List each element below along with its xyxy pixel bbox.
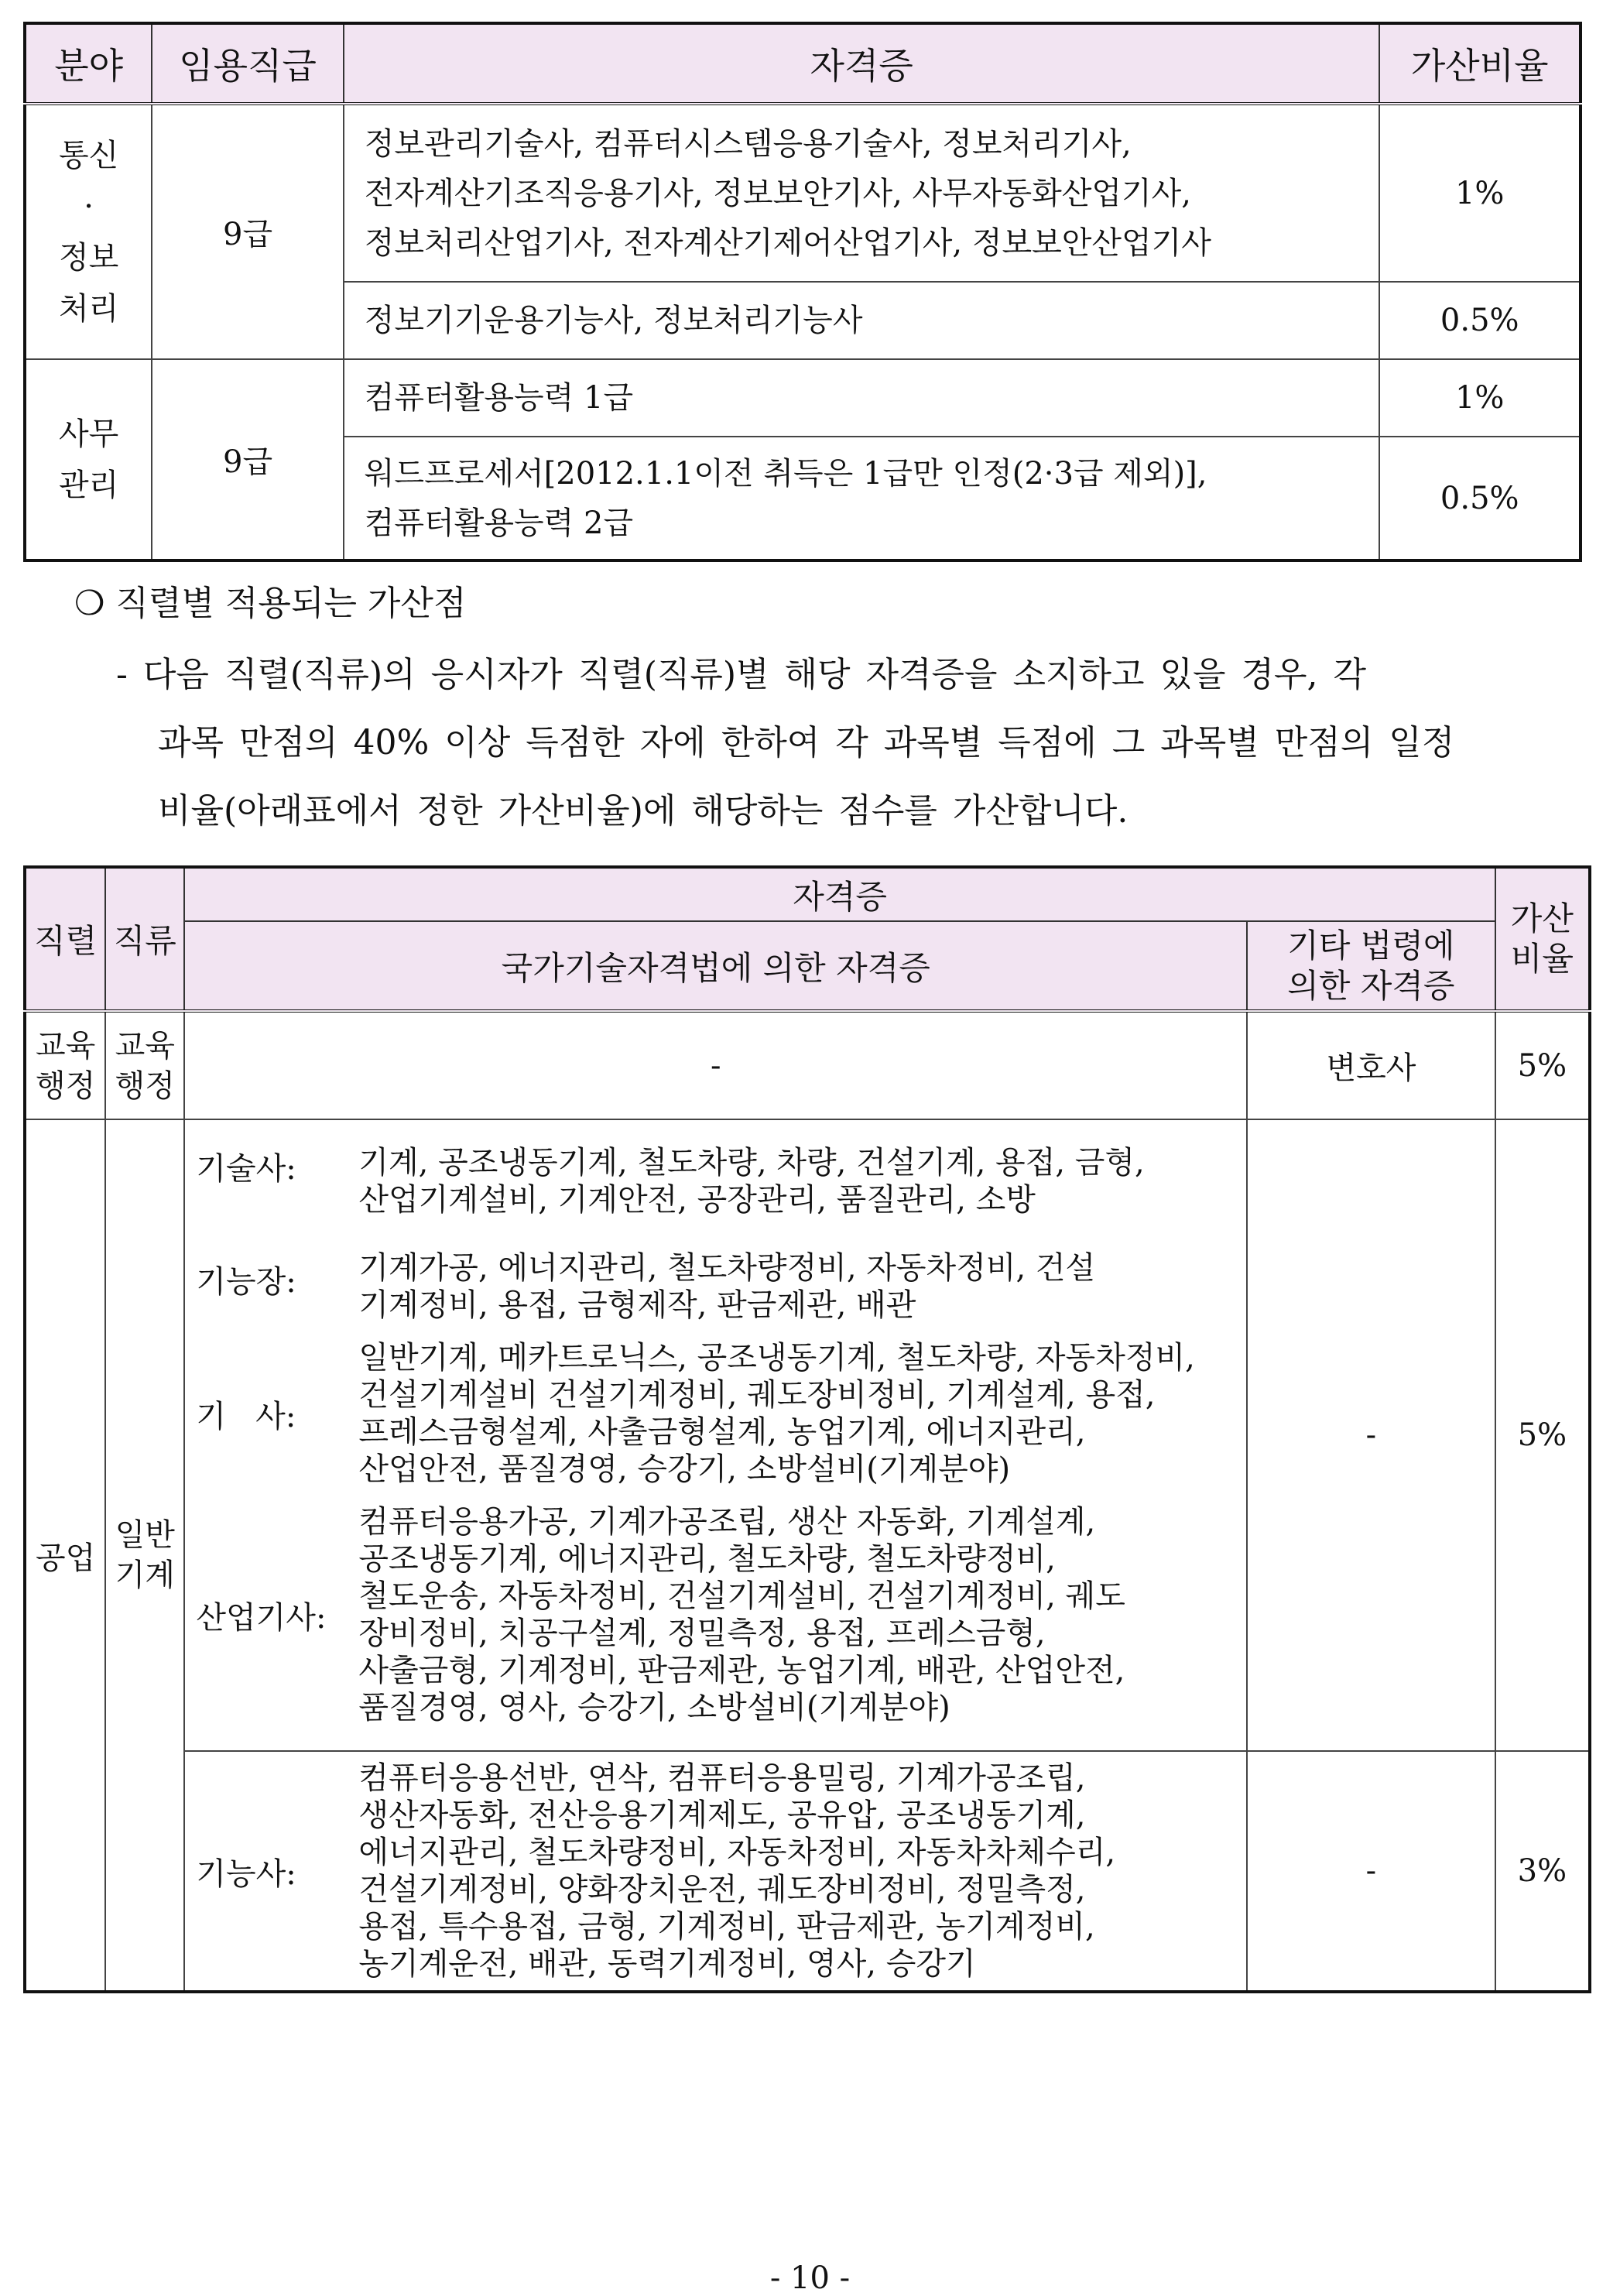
table-row: [25, 104, 1581, 282]
cert-line: 용접, 특수용접, 금형, 기계정비, 판금제관, 농기계정비,: [358, 1909, 1095, 1945]
header-grade: 임용직급: [152, 23, 343, 104]
cert-line: 건설기계설비 건설기계정비, 궤도장비정비, 기계설계, 용접,: [358, 1377, 1156, 1413]
header-other-cert: [1247, 921, 1495, 1011]
certificate-cell: [344, 437, 1380, 560]
rate-cell: 5%: [1495, 1011, 1590, 1119]
cert-list: [358, 1136, 1246, 1226]
cert-group: [185, 1226, 1246, 1331]
bullet-line: 비율(아래표에서 정한 가산비율)에 해당하는 점수를 가산합니다.: [158, 791, 1129, 831]
cert-line: 품질경영, 영사, 승강기, 소방설비(기계분야): [358, 1690, 950, 1725]
class-line: 기계: [115, 1558, 175, 1593]
cert-line: 전자계산기조직응용기사, 정보보안기사, 사무자동화산업기사,: [364, 175, 1192, 211]
table-header-row: [25, 23, 1581, 104]
header-series: 직렬: [25, 867, 105, 1011]
field-line: 처리: [59, 290, 119, 327]
cert-line: 프레스금형설계, 사출금형설계, 농업기계, 에너지관리,: [358, 1414, 1086, 1450]
bullet-line: 과목 만점의 40% 이상 득점한 자에 한하여 각 과목별 득점에 그 과목별 만점의 일정: [158, 723, 1455, 762]
table-row-education: [25, 1011, 1590, 1119]
cert-line: 공조냉동기계, 에너지관리, 철도차량, 철도차량정비,: [358, 1541, 1056, 1577]
header-rate: 가산비율: [1379, 23, 1581, 104]
cert-line: 산업기계설비, 기계안전, 공장관리, 품질관리, 소방: [358, 1182, 1036, 1218]
table-header-row: [25, 867, 1590, 921]
cert-line: 컴퓨터응용가공, 기계가공조립, 생산 자동화, 기계설계,: [358, 1504, 1096, 1540]
other-cert-cell: -: [1247, 1751, 1495, 1992]
page-number: - 10 -: [769, 2260, 851, 2296]
cert-label: 산업기사:: [196, 1599, 327, 1636]
rate-cell: 0.5%: [1379, 282, 1581, 359]
cert-group: [185, 1331, 1246, 1496]
certificate-cell: 정보기기운용기능사, 정보처리기능사: [344, 282, 1380, 359]
header-certificate: 자격증: [344, 23, 1380, 104]
cert-line: 워드프로세서[2012.1.1이전 취득은 1급만 인정(2·3급 제외)],: [364, 455, 1207, 492]
series-cell: [25, 1011, 105, 1119]
class-line: 일반: [115, 1517, 175, 1553]
table-row-industry-a: [25, 1119, 1590, 1751]
cert-line: 컴퓨터응용선반, 연삭, 컴퓨터응용밀링, 기계가공조립,: [358, 1760, 1086, 1796]
national-cert-cell: [184, 1119, 1247, 1751]
certificate-table-series: [23, 865, 1591, 1993]
grade-cell: 9급: [152, 104, 343, 359]
cert-line: 기계정비, 용접, 금형제작, 판금제관, 배관: [358, 1287, 916, 1323]
cert-list: [358, 1496, 1246, 1734]
header-national-cert: 국가기술자격법에 의한 자격증: [184, 921, 1247, 1011]
field-line: 관리: [59, 467, 119, 503]
cert-group: [185, 1136, 1246, 1226]
field-cell-office: [25, 359, 152, 560]
other-cert-cell: 변호사: [1247, 1011, 1495, 1119]
rate-cell: 1%: [1379, 359, 1581, 437]
class-cell: [105, 1011, 184, 1119]
cert-group: [185, 1752, 1246, 1990]
cert-list: [358, 1752, 1246, 1990]
grade-cell: 9급: [152, 359, 343, 560]
field-cell-telecom: [25, 104, 152, 359]
bullet-heading: ❍ 직렬별 적용되는 가산점: [74, 584, 467, 623]
other-cert-cell: -: [1247, 1119, 1495, 1751]
header-class: 직류: [105, 867, 184, 1011]
header-other-line: 기타 법령에: [1287, 926, 1455, 965]
cert-line: 기계, 공조냉동기계, 철도차량, 차량, 건설기계, 용접, 금형,: [358, 1145, 1145, 1181]
cert-label: 기 사:: [196, 1398, 296, 1434]
header-field: 분야: [25, 23, 152, 104]
national-cert-cell: -: [184, 1011, 1247, 1119]
cert-line: 농기계운전, 배관, 동력기계정비, 영사, 승강기: [358, 1946, 976, 1982]
certificate-cell: 컴퓨터활용능력 1급: [344, 359, 1380, 437]
field-line: ·: [84, 188, 94, 224]
rate-cell: 1%: [1379, 104, 1581, 282]
rate-cell: 3%: [1495, 1751, 1590, 1992]
cert-list: [358, 1226, 1246, 1331]
cert-line: 정보처리산업기사, 전자계산기제어산업기사, 정보보안산업기사: [364, 224, 1211, 261]
cert-group-list: [185, 1136, 1246, 1734]
header-rate-line: 가산: [1510, 900, 1574, 937]
national-cert-cell: [184, 1751, 1247, 1992]
rate-cell: 0.5%: [1379, 437, 1581, 560]
cert-line: 사출금형, 기계정비, 판금제관, 농업기계, 배관, 산업안전,: [358, 1653, 1125, 1688]
header-rate-line: 비율: [1510, 940, 1574, 978]
field-line: 정보: [59, 239, 119, 276]
cert-line: 철도운송, 자동차정비, 건설기계설비, 건설기계정비, 궤도: [358, 1578, 1125, 1614]
cert-line: 생산자동화, 전산응용기계제도, 공유압, 공조냉동기계,: [358, 1797, 1086, 1833]
cert-line: 기계가공, 에너지관리, 철도차량정비, 자동차정비, 건설: [358, 1250, 1096, 1286]
cert-group-list: [185, 1752, 1246, 1990]
cert-line: 일반기계, 메카트로닉스, 공조냉동기계, 철도차량, 자동차정비,: [358, 1340, 1195, 1376]
header-rate: [1495, 867, 1590, 1011]
class-line: 교육: [115, 1027, 175, 1064]
series-cell: 공업: [25, 1119, 105, 1992]
certificate-table-it: [23, 22, 1582, 562]
field-line: 사무: [59, 416, 119, 452]
cert-line: 산업안전, 품질경영, 승강기, 소방설비(기계분야): [358, 1451, 1011, 1487]
cert-list: [358, 1331, 1246, 1496]
cert-label: 기능장:: [196, 1263, 296, 1300]
cert-line: 정보관리기술사, 컴퓨터시스템응용기술사, 정보처리기사,: [364, 125, 1132, 162]
rate-cell: 5%: [1495, 1119, 1590, 1751]
cert-line: 장비정비, 치공구설계, 정밀측정, 용접, 프레스금형,: [358, 1616, 1046, 1651]
cert-label: 기술사:: [196, 1151, 296, 1187]
header-other-line: 의한 자격증: [1287, 966, 1455, 1005]
cert-label: 기능사:: [196, 1856, 296, 1892]
bullet-line: - 다음 직렬(직류)의 응시자가 직렬(직류)별 해당 자격증을 소지하고 있을 경우, 각: [116, 655, 1367, 694]
cert-line: 건설기계정비, 양화장치운전, 궤도장비정비, 정밀측정,: [358, 1872, 1086, 1907]
class-line: 행정: [115, 1067, 175, 1104]
series-line: 교육: [35, 1027, 96, 1064]
table-header-row: [25, 921, 1590, 1011]
cert-line: 에너지관리, 철도차량정비, 자동차정비, 자동차차체수리,: [358, 1835, 1116, 1870]
header-certificate: 자격증: [184, 867, 1495, 921]
cert-group: [185, 1496, 1246, 1734]
table-row: [25, 359, 1581, 437]
field-line: 통신: [59, 137, 119, 173]
series-line: 행정: [35, 1067, 96, 1104]
table-row-industry-b: [25, 1751, 1590, 1992]
certificate-cell: [344, 104, 1380, 282]
cert-line: 컴퓨터활용능력 2급: [364, 505, 634, 541]
class-cell: [105, 1119, 184, 1992]
